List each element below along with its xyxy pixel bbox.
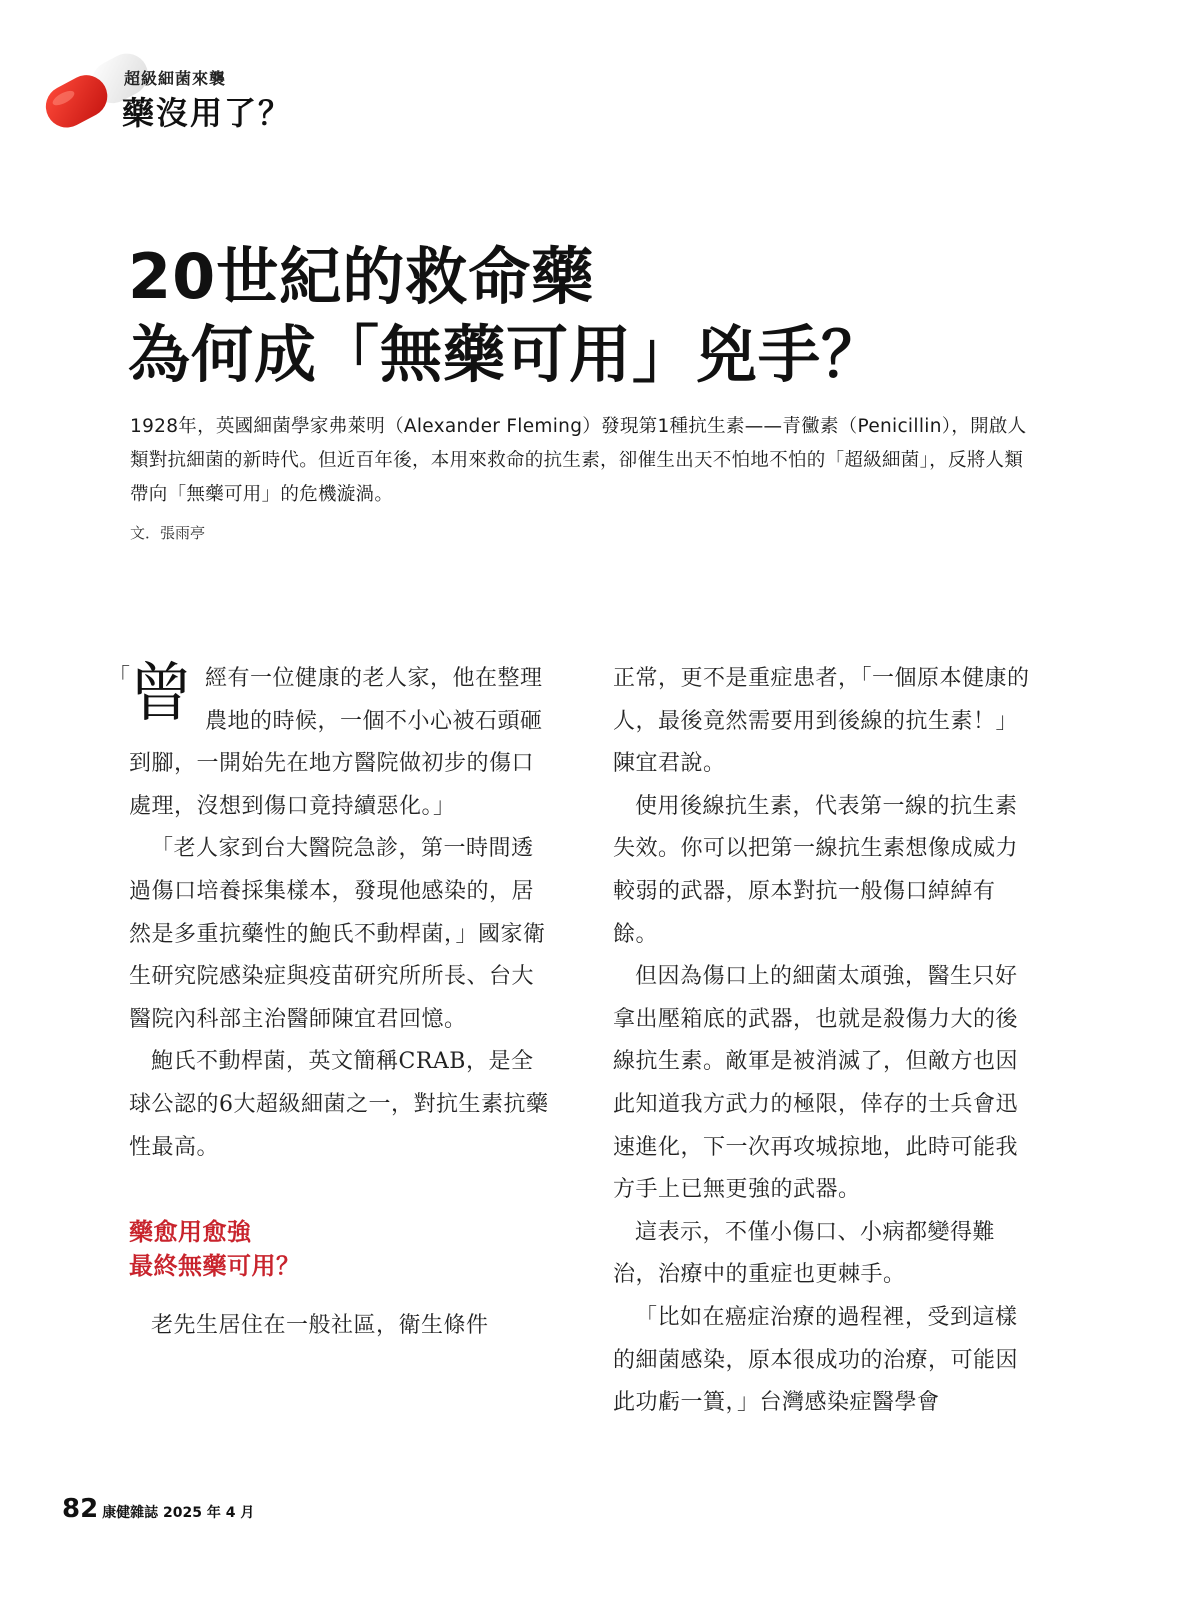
series-title: 藥沒用了？ xyxy=(122,94,293,132)
article-title xyxy=(128,238,884,394)
article-lead: 1928年，英國細菌學家弗萊明（Alexander Fleming）發現第1種抗生素——青黴素（Penicillin），開啟人類對抗細菌的新時代。但近百年後，本用來救命的抗生素，卻催生出天不怕地不怕的「超級細菌」，反將人類帶向「無藥可用」的危機漩渦。 xyxy=(130,416,1027,505)
page-number: 82 xyxy=(62,1494,99,1524)
paragraph: 使用後線抗生素，代表第一線的抗生素失效。你可以把第一線抗生素想像成威力較弱的武器，原本對抗一般傷口綽綽有餘。 xyxy=(613,793,1019,947)
magazine-issue: 康健雜誌 2025 年 4 月 xyxy=(102,1505,255,1521)
opening-quote-mark: 「 xyxy=(108,665,131,690)
section-heading-line-1: 藥愈用愈強 xyxy=(129,1218,252,1247)
paragraph: 這表示，不僅小傷口、小病都變得難治，治療中的重症也更棘手。 xyxy=(613,1219,996,1288)
left-column xyxy=(129,658,553,1348)
section-heading xyxy=(129,1215,553,1283)
paragraph: 但因為傷口上的細菌太頑強，醫生只好拿出壓箱底的武器，也就是殺傷力大的後線抗生素。敵軍是被消滅了，但敵方也因此知道我方武力的極限，倖存的士兵會迅速進化，下一次再攻城掠地，此時可能我方手上已無更強的武器。 xyxy=(613,964,1019,1203)
paragraph-text: 經有一位健康的老人家，他在整理農地的時候，一個不小心被石頭砸到腳，一開始先在地方醫院做初步的傷口處理，沒想到傷口竟持續惡化。」 xyxy=(129,666,543,819)
page-footer xyxy=(62,1494,254,1524)
paragraph: 鮑氏不動桿菌，英文簡稱CRAB，是全球公認的6大超級細菌之一，對抗生素抗藥性最高。 xyxy=(129,1049,549,1160)
section-heading-line-2: 最終無藥可用？ xyxy=(129,1252,301,1281)
drop-cap: 曾 xyxy=(129,657,194,731)
paragraph: 正常，更不是重症患者，「一個原本健康的人，最後竟然需要用到後線的抗生素！」陳宜君說。 xyxy=(613,666,1030,777)
paragraph xyxy=(129,658,553,828)
paragraph: 「比如在癌症治療的過程裡，受到這樣的細菌感染，原本很成功的治療，可能因此功虧一簣，」台灣感染症醫學會 xyxy=(613,1304,1019,1416)
byline: 文．張雨亭 xyxy=(130,524,206,542)
article-title-line-1: 20世紀的救命藥 xyxy=(128,240,595,313)
right-column xyxy=(613,658,1039,1425)
series-subtitle: 超級細菌來襲 xyxy=(124,69,227,88)
paragraph: 老先生居住在一般社區，衛生條件 xyxy=(151,1313,489,1339)
paragraph: 「老人家到台大醫院急診，第一時間透過傷口培養採集樣本，發現他感染的，居然是多重抗藥性的鮑氏不動桿菌，」國家衛生研究院感染症與疫苗研究所所長、台大醫院內科部主治醫師陳宜君回憶。 xyxy=(129,836,546,1032)
article-title-line-2: 為何成「無藥可用」兇手？ xyxy=(128,318,885,391)
